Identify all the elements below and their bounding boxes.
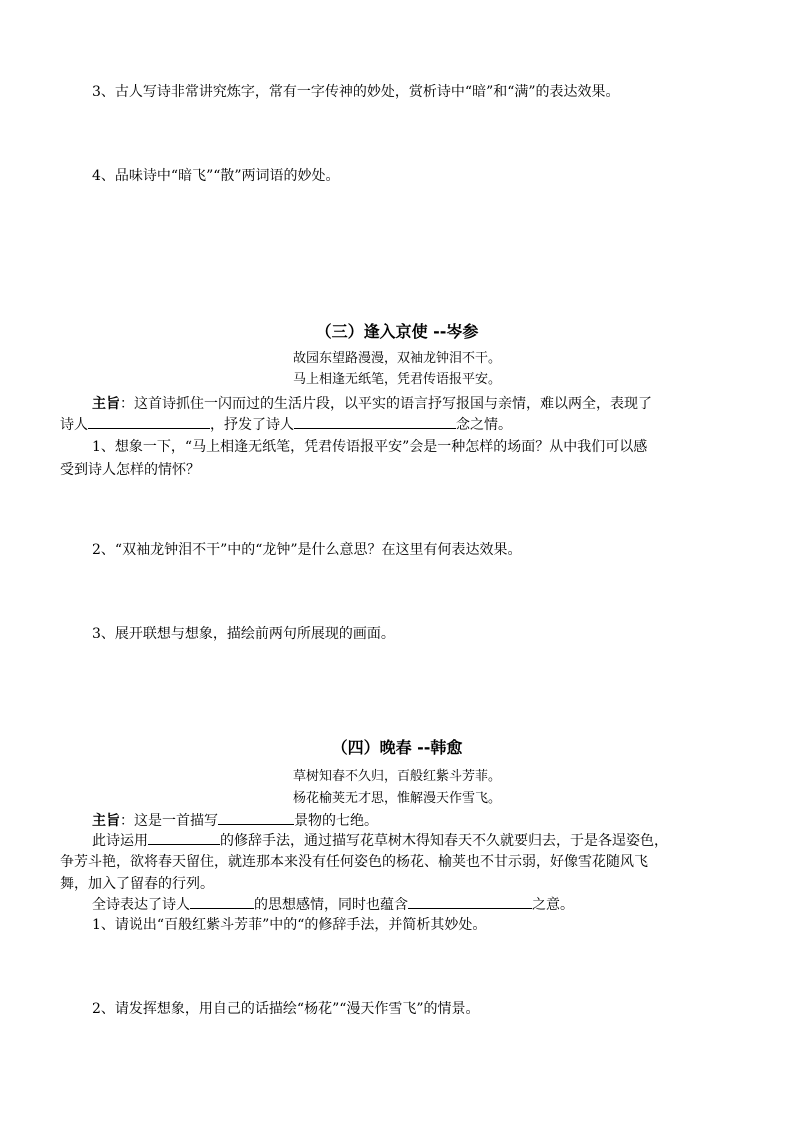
theme-paragraph — [92, 394, 652, 414]
poem-line-1: 草树知春不久归，百般红紫斗芳菲。 — [292, 769, 501, 784]
answer-blank[interactable] — [148, 830, 220, 845]
question-1-line-2: 受到诗人怎样的情怀？ — [60, 462, 200, 478]
theme-label: 主旨 — [92, 396, 120, 412]
question-3: 3、古人写诗非常讲究炼字，常有一字传神的妙处，赏析诗中“暗”和“满”的表达效果。 — [92, 84, 620, 100]
answer-blank[interactable] — [218, 810, 294, 825]
section-title-4: （四）晚春 --韩愈 — [331, 738, 463, 757]
theme-continuation: 诗人 ，抒发了诗人 念之情。 — [60, 414, 512, 435]
answer-blank[interactable] — [294, 414, 456, 429]
theme-label: 主旨 — [92, 813, 120, 829]
answer-blank[interactable] — [408, 894, 532, 909]
section-title-3: （三）逢入京使 --岑参 — [315, 322, 479, 341]
poem-line-2: 马上相逢无纸笔，凭君传语报平安。 — [292, 372, 501, 387]
poem-line-2: 杨花榆荚无才思，惟解漫天作雪飞。 — [292, 791, 501, 806]
poem-line-1: 故园东望路漫漫，双袖龙钟泪不干。 — [292, 351, 501, 366]
question-2: 2、“双袖龙钟泪不干”中的“龙钟”是什么意思？在这里有何表达效果。 — [92, 542, 522, 558]
answer-blank[interactable] — [88, 414, 210, 429]
question-1: 1、请说出“百般红紫斗芳菲”中的“的修辞手法，并简析其妙处。 — [92, 917, 487, 933]
question-3: 3、展开联想与想象，描绘前两句所展现的画面。 — [92, 626, 395, 642]
paragraph-line-2: 争芳斗艳，欲将春天留住，就连那本来没有任何姿色的杨花、榆荚也不甘示弱，好像雪花随风飞 — [60, 854, 648, 870]
answer-blank[interactable] — [190, 894, 254, 909]
question-4: 4、品味诗中“暗飞”“散”两词语的妙处。 — [92, 168, 340, 184]
paragraph-summary: 全诗表达了诗人 的思想感情，同时也蕴含 之意。 — [92, 894, 574, 915]
theme-paragraph: 主旨：这是一首描写 景物的七绝。 — [92, 810, 378, 831]
theme-text: ：这首诗抓住一闪而过的生活片段，以平实的语言抒写报国与亲情，难以两全，表现了 — [120, 396, 652, 412]
question-1-line-1: 1、想象一下，“马上相逢无纸笔，凭君传语报平安”会是一种怎样的场面？从中我们可以感 — [92, 439, 648, 455]
question-2: 2、请发挥想象，用自己的话描绘“杨花”“漫天作雪飞”的情景。 — [92, 1001, 480, 1017]
paragraph-line-1: 此诗运用 的修辞手法，通过描写花草树木得知春天不久就要归去，于是各逞姿色， — [92, 830, 668, 851]
paragraph-line-3: 舞，加入了留春的行列。 — [60, 876, 214, 892]
